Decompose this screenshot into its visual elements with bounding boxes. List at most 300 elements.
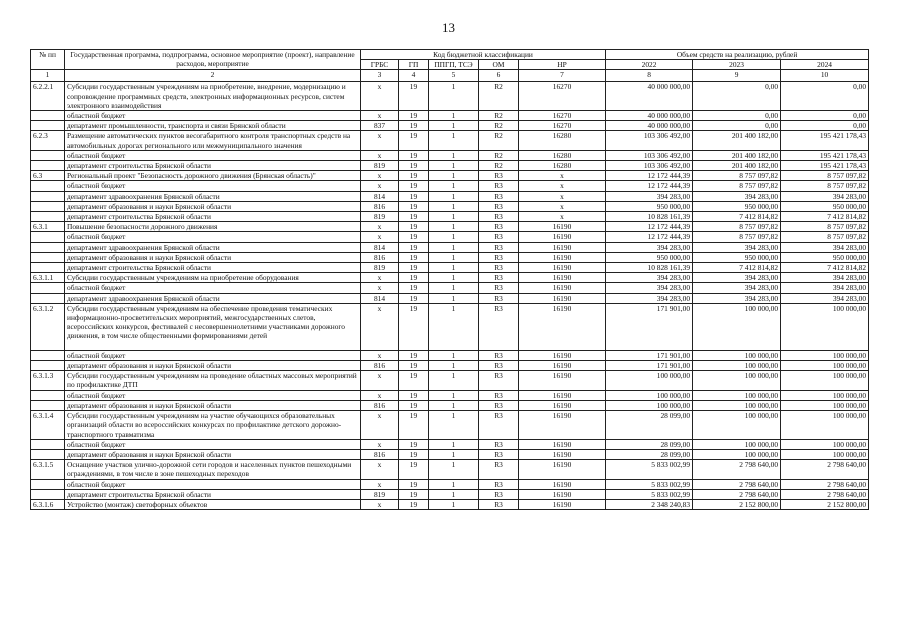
- cell-2024: 2 798 640,00: [781, 479, 869, 489]
- cell-name: департамент образования и науки Брянской области: [65, 400, 361, 410]
- cell-name: Повышение безопасности дорожного движения: [65, 222, 361, 232]
- cell-name: департамент здравоохранения Брянской области: [65, 242, 361, 252]
- cell-num: 6.3.1.2: [31, 303, 65, 350]
- cell-2022: 40 000 000,00: [606, 82, 693, 111]
- cell-nr: 16190: [519, 350, 606, 360]
- cell-2023: 2 798 640,00: [693, 460, 781, 479]
- cell-gp: 19: [399, 131, 429, 150]
- header-om: ОМ: [479, 60, 519, 70]
- cell-nr: 16270: [519, 82, 606, 111]
- cell-om: R3: [479, 222, 519, 232]
- cell-2022: 950 000,00: [606, 252, 693, 262]
- cell-ppgp: 1: [429, 232, 479, 242]
- cell-om: R3: [479, 263, 519, 273]
- cell-nr: 16270: [519, 111, 606, 121]
- cell-om: R3: [479, 449, 519, 459]
- cell-num: [31, 181, 65, 191]
- cell-om: R3: [479, 371, 519, 390]
- cell-om: R3: [479, 232, 519, 242]
- cell-gp: 19: [399, 212, 429, 222]
- table-row: [31, 150, 869, 160]
- cell-name: Устройство (монтаж) светофорных объектов: [65, 499, 361, 509]
- cell-gp: 19: [399, 303, 429, 350]
- table-row: [31, 411, 869, 440]
- cell-name: Субсидии государственным учреждениям на проведение областных массовых мероприятий по профилактике ДТП: [65, 371, 361, 390]
- cell-nr: 16280: [519, 161, 606, 171]
- cell-2024: 100 000,00: [781, 439, 869, 449]
- cell-grbs: х: [361, 273, 399, 283]
- cell-num: [31, 400, 65, 410]
- cell-2022: 12 172 444,39: [606, 171, 693, 181]
- cell-2024: 394 283,00: [781, 191, 869, 201]
- table-row: [31, 499, 869, 509]
- cell-2023: 394 283,00: [693, 273, 781, 283]
- cell-ppgp: 1: [429, 82, 479, 111]
- table-row: [31, 111, 869, 121]
- table-row: [31, 479, 869, 489]
- cell-name: областной бюджет: [65, 150, 361, 160]
- cell-om: R2: [479, 111, 519, 121]
- cell-om: R3: [479, 252, 519, 262]
- cell-2022: 40 000 000,00: [606, 121, 693, 131]
- cell-grbs: 816: [361, 252, 399, 262]
- table-row: [31, 201, 869, 211]
- table-row: [31, 350, 869, 360]
- cell-gp: 19: [399, 400, 429, 410]
- cell-nr: х: [519, 191, 606, 201]
- cell-name: Субсидии государственным учреждениям на приобретение оборудования: [65, 273, 361, 283]
- cell-grbs: х: [361, 181, 399, 191]
- cell-2023: 100 000,00: [693, 303, 781, 350]
- cell-2024: 394 283,00: [781, 273, 869, 283]
- cell-num: [31, 489, 65, 499]
- cell-2024: 100 000,00: [781, 411, 869, 440]
- cell-2024: 8 757 097,82: [781, 232, 869, 242]
- cell-grbs: х: [361, 171, 399, 181]
- table-row: [31, 131, 869, 150]
- cell-gp: 19: [399, 489, 429, 499]
- table-row: [31, 439, 869, 449]
- cell-ppgp: 1: [429, 252, 479, 262]
- cell-nr: 16190: [519, 283, 606, 293]
- cell-om: R3: [479, 489, 519, 499]
- cell-ppgp: 1: [429, 303, 479, 350]
- header-gp: ГП: [399, 60, 429, 70]
- cell-2022: 394 283,00: [606, 283, 693, 293]
- cell-2024: 100 000,00: [781, 400, 869, 410]
- header-2022: 2022: [606, 60, 693, 70]
- cell-name: Субсидии государственным учреждениям на приобретение, внедрение, модернизацию и сопровождение программных средств, электронных информационных ресурсов, систем электронного взаимодействия: [65, 82, 361, 111]
- table-row: [31, 252, 869, 262]
- cell-2023: 8 757 097,82: [693, 232, 781, 242]
- cell-nr: 16270: [519, 121, 606, 131]
- table-row: [31, 390, 869, 400]
- cell-nr: 16190: [519, 489, 606, 499]
- cell-2023: 8 757 097,82: [693, 181, 781, 191]
- cell-num: 6.3.1.6: [31, 499, 65, 509]
- cell-gp: 19: [399, 460, 429, 479]
- cell-2024: 100 000,00: [781, 361, 869, 371]
- cell-2024: 0,00: [781, 82, 869, 111]
- header-grbs: ГРБС: [361, 60, 399, 70]
- cell-nr: х: [519, 212, 606, 222]
- cell-2023: 394 283,00: [693, 283, 781, 293]
- cell-grbs: 816: [361, 400, 399, 410]
- cell-grbs: х: [361, 131, 399, 150]
- cell-num: [31, 242, 65, 252]
- cell-name: областной бюджет: [65, 439, 361, 449]
- cell-name: Субсидии государственным учреждениям на обеспечение проведения тематических информационно-просветительских мероприятий, межгосударственных слетов, всероссийских конкурсов, фестивалей с несовершеннолетними участниками дорожного движения, в том числе общественными формированиями детей: [65, 303, 361, 350]
- cell-num: [31, 150, 65, 160]
- header-2024: 2024: [781, 60, 869, 70]
- cell-om: R2: [479, 150, 519, 160]
- cell-ppgp: 1: [429, 489, 479, 499]
- budget-table: [30, 49, 869, 510]
- cell-gp: 19: [399, 201, 429, 211]
- cell-ppgp: 1: [429, 131, 479, 150]
- cell-name: Субсидии государственным учреждениям на участие обучающихся образовательных организаций области во всероссийских конкурсах по профилактике детского дорожно-транспортного травматизма: [65, 411, 361, 440]
- cell-nr: 16190: [519, 263, 606, 273]
- cell-2024: 100 000,00: [781, 371, 869, 390]
- cell-2023: 100 000,00: [693, 400, 781, 410]
- cell-grbs: х: [361, 350, 399, 360]
- cell-grbs: 816: [361, 449, 399, 459]
- cell-gp: 19: [399, 82, 429, 111]
- cell-num: [31, 252, 65, 262]
- cell-om: R3: [479, 242, 519, 252]
- cell-nr: 16190: [519, 232, 606, 242]
- cell-nr: 16190: [519, 371, 606, 390]
- table-row: [31, 449, 869, 459]
- cell-nr: х: [519, 181, 606, 191]
- cell-grbs: 819: [361, 263, 399, 273]
- cell-2023: 7 412 814,82: [693, 212, 781, 222]
- cell-2022: 28 099,00: [606, 411, 693, 440]
- cell-name: департамент образования и науки Брянской области: [65, 361, 361, 371]
- cell-2023: 0,00: [693, 121, 781, 131]
- cell-2022: 171 901,00: [606, 303, 693, 350]
- cell-num: [31, 111, 65, 121]
- cell-2022: 394 283,00: [606, 273, 693, 283]
- cell-num: 6.2.3: [31, 131, 65, 150]
- cell-2023: 201 400 182,00: [693, 161, 781, 171]
- cell-ppgp: 1: [429, 400, 479, 410]
- cell-nr: х: [519, 171, 606, 181]
- cell-2023: 100 000,00: [693, 411, 781, 440]
- table-row: [31, 161, 869, 171]
- header-volume-group: Объем средств на реализацию, рублей: [606, 50, 869, 60]
- cell-num: [31, 263, 65, 273]
- cell-name: департамент строительства Брянской области: [65, 489, 361, 499]
- cell-2022: 28 099,00: [606, 449, 693, 459]
- cell-name: Размещение автоматических пунктов весогабаритного контроля транспортных средств на автомобильных дорогах регионального или межмуниципального значения: [65, 131, 361, 150]
- cell-om: R3: [479, 400, 519, 410]
- cell-ppgp: 1: [429, 212, 479, 222]
- cell-grbs: 816: [361, 201, 399, 211]
- cell-grbs: 819: [361, 161, 399, 171]
- cell-2022: 5 833 002,99: [606, 460, 693, 479]
- cell-2024: 394 283,00: [781, 283, 869, 293]
- cell-2023: 100 000,00: [693, 350, 781, 360]
- header-ppgp: ППГП, ТСЭ: [429, 60, 479, 70]
- cell-ppgp: 1: [429, 273, 479, 283]
- cell-2024: 195 421 178,43: [781, 161, 869, 171]
- table-row: [31, 171, 869, 181]
- cell-ppgp: 1: [429, 390, 479, 400]
- cell-om: R3: [479, 361, 519, 371]
- cell-nr: 16280: [519, 131, 606, 150]
- table-row: [31, 400, 869, 410]
- cell-ppgp: 1: [429, 201, 479, 211]
- column-number: 9: [693, 70, 781, 82]
- cell-gp: 19: [399, 232, 429, 242]
- cell-gp: 19: [399, 242, 429, 252]
- cell-om: R3: [479, 201, 519, 211]
- cell-nr: 16190: [519, 390, 606, 400]
- cell-2022: 100 000,00: [606, 371, 693, 390]
- cell-grbs: 819: [361, 489, 399, 499]
- cell-num: [31, 449, 65, 459]
- cell-2022: 394 283,00: [606, 293, 693, 303]
- cell-2022: 40 000 000,00: [606, 111, 693, 121]
- cell-2023: 0,00: [693, 82, 781, 111]
- cell-2024: 2 798 640,00: [781, 489, 869, 499]
- cell-grbs: х: [361, 283, 399, 293]
- cell-2023: 2 798 640,00: [693, 479, 781, 489]
- cell-ppgp: 1: [429, 350, 479, 360]
- cell-2022: 103 306 492,00: [606, 150, 693, 160]
- cell-gp: 19: [399, 150, 429, 160]
- cell-om: R3: [479, 191, 519, 201]
- cell-name: департамент образования и науки Брянской области: [65, 252, 361, 262]
- cell-2023: 950 000,00: [693, 201, 781, 211]
- cell-2024: 195 421 178,43: [781, 150, 869, 160]
- cell-nr: 16190: [519, 460, 606, 479]
- cell-grbs: 816: [361, 361, 399, 371]
- cell-ppgp: 1: [429, 161, 479, 171]
- cell-num: [31, 201, 65, 211]
- cell-grbs: х: [361, 82, 399, 111]
- cell-gp: 19: [399, 361, 429, 371]
- cell-gp: 19: [399, 181, 429, 191]
- column-number: 4: [399, 70, 429, 82]
- cell-nr: 16190: [519, 361, 606, 371]
- cell-ppgp: 1: [429, 181, 479, 191]
- cell-nr: 16190: [519, 400, 606, 410]
- cell-2023: 100 000,00: [693, 449, 781, 459]
- cell-gp: 19: [399, 121, 429, 131]
- cell-num: [31, 212, 65, 222]
- cell-num: 6.3.1.3: [31, 371, 65, 390]
- cell-name: департамент здравоохранения Брянской области: [65, 293, 361, 303]
- cell-om: R2: [479, 82, 519, 111]
- cell-num: 6.3.1.5: [31, 460, 65, 479]
- column-number-row: [31, 70, 869, 82]
- cell-2024: 0,00: [781, 121, 869, 131]
- cell-gp: 19: [399, 161, 429, 171]
- cell-ppgp: 1: [429, 371, 479, 390]
- cell-2023: 100 000,00: [693, 390, 781, 400]
- cell-2024: 195 421 178,43: [781, 131, 869, 150]
- cell-om: R3: [479, 283, 519, 293]
- cell-2023: 100 000,00: [693, 439, 781, 449]
- cell-gp: 19: [399, 252, 429, 262]
- cell-nr: 16190: [519, 411, 606, 440]
- cell-nr: 16190: [519, 303, 606, 350]
- cell-ppgp: 1: [429, 111, 479, 121]
- cell-2023: 201 400 182,00: [693, 131, 781, 150]
- cell-2024: 8 757 097,82: [781, 222, 869, 232]
- cell-grbs: х: [361, 460, 399, 479]
- cell-om: R3: [479, 350, 519, 360]
- page-number: 13: [442, 20, 455, 35]
- column-number: 5: [429, 70, 479, 82]
- cell-2024: 2 152 800,00: [781, 499, 869, 509]
- cell-ppgp: 1: [429, 499, 479, 509]
- cell-2024: 0,00: [781, 111, 869, 121]
- cell-name: областной бюджет: [65, 390, 361, 400]
- cell-name: областной бюджет: [65, 283, 361, 293]
- cell-name: департамент строительства Брянской области: [65, 161, 361, 171]
- cell-gp: 19: [399, 449, 429, 459]
- cell-ppgp: 1: [429, 449, 479, 459]
- cell-nr: 16190: [519, 252, 606, 262]
- cell-2024: 2 798 640,00: [781, 460, 869, 479]
- cell-2022: 103 306 492,00: [606, 131, 693, 150]
- cell-gp: 19: [399, 293, 429, 303]
- cell-num: [31, 479, 65, 489]
- table-row: [31, 222, 869, 232]
- cell-gp: 19: [399, 283, 429, 293]
- cell-2024: 7 412 814,82: [781, 212, 869, 222]
- table-row: [31, 263, 869, 273]
- table-row: [31, 273, 869, 283]
- cell-ppgp: 1: [429, 439, 479, 449]
- cell-2022: 5 833 002,99: [606, 489, 693, 499]
- cell-om: R3: [479, 499, 519, 509]
- table-row: [31, 232, 869, 242]
- cell-name: департамент строительства Брянской области: [65, 212, 361, 222]
- table-header: [31, 50, 869, 82]
- cell-2024: 950 000,00: [781, 201, 869, 211]
- header-num: № пп: [31, 50, 65, 70]
- cell-om: R3: [479, 181, 519, 191]
- cell-2023: 394 283,00: [693, 242, 781, 252]
- cell-nr: 16190: [519, 293, 606, 303]
- column-number: 8: [606, 70, 693, 82]
- cell-grbs: х: [361, 232, 399, 242]
- cell-name: областной бюджет: [65, 479, 361, 489]
- cell-ppgp: 1: [429, 479, 479, 489]
- cell-name: областной бюджет: [65, 232, 361, 242]
- cell-ppgp: 1: [429, 191, 479, 201]
- cell-gp: 19: [399, 499, 429, 509]
- cell-grbs: х: [361, 111, 399, 121]
- table-row: [31, 121, 869, 131]
- column-number: 1: [31, 70, 65, 82]
- table-row: [31, 181, 869, 191]
- cell-ppgp: 1: [429, 361, 479, 371]
- cell-ppgp: 1: [429, 222, 479, 232]
- cell-2024: 8 757 097,82: [781, 171, 869, 181]
- cell-om: R3: [479, 212, 519, 222]
- cell-2022: 12 172 444,39: [606, 222, 693, 232]
- table-body: [31, 82, 869, 510]
- cell-gp: 19: [399, 479, 429, 489]
- cell-grbs: х: [361, 390, 399, 400]
- header-2023: 2023: [693, 60, 781, 70]
- cell-ppgp: 1: [429, 263, 479, 273]
- table-row: [31, 460, 869, 479]
- cell-2022: 10 828 161,39: [606, 263, 693, 273]
- cell-om: R3: [479, 460, 519, 479]
- header-name: Государственная программа, подпрограмма, основное мероприятие (проект), направление расходов, мероприятие: [65, 50, 361, 70]
- cell-gp: 19: [399, 350, 429, 360]
- cell-ppgp: 1: [429, 460, 479, 479]
- cell-2023: 8 757 097,82: [693, 222, 781, 232]
- cell-nr: 16190: [519, 273, 606, 283]
- cell-gp: 19: [399, 411, 429, 440]
- cell-gp: 19: [399, 171, 429, 181]
- cell-2024: 394 283,00: [781, 242, 869, 252]
- cell-num: [31, 350, 65, 360]
- cell-num: [31, 283, 65, 293]
- cell-grbs: х: [361, 479, 399, 489]
- cell-om: R3: [479, 439, 519, 449]
- cell-2022: 28 099,00: [606, 439, 693, 449]
- cell-2023: 0,00: [693, 111, 781, 121]
- header-nr: НР: [519, 60, 606, 70]
- cell-ppgp: 1: [429, 150, 479, 160]
- column-number: 2: [65, 70, 361, 82]
- cell-name: областной бюджет: [65, 111, 361, 121]
- cell-name: Региональный проект "Безопасность дорожного движения (Брянская область)": [65, 171, 361, 181]
- cell-name: областной бюджет: [65, 350, 361, 360]
- cell-2023: 100 000,00: [693, 371, 781, 390]
- table-row: [31, 283, 869, 293]
- cell-num: 6.3.1.4: [31, 411, 65, 440]
- column-number: 3: [361, 70, 399, 82]
- cell-2022: 394 283,00: [606, 191, 693, 201]
- cell-2022: 950 000,00: [606, 201, 693, 211]
- cell-ppgp: 1: [429, 171, 479, 181]
- cell-2023: 2 798 640,00: [693, 489, 781, 499]
- cell-num: [31, 191, 65, 201]
- cell-om: R3: [479, 390, 519, 400]
- cell-name: областной бюджет: [65, 181, 361, 191]
- cell-2023: 394 283,00: [693, 293, 781, 303]
- cell-nr: х: [519, 201, 606, 211]
- cell-nr: 16190: [519, 499, 606, 509]
- cell-2022: 171 901,00: [606, 350, 693, 360]
- cell-num: [31, 439, 65, 449]
- table-row: [31, 489, 869, 499]
- cell-2024: 100 000,00: [781, 303, 869, 350]
- cell-om: R3: [479, 171, 519, 181]
- cell-2024: 950 000,00: [781, 252, 869, 262]
- cell-gp: 19: [399, 222, 429, 232]
- cell-grbs: 814: [361, 242, 399, 252]
- cell-gp: 19: [399, 191, 429, 201]
- table-row: [31, 371, 869, 390]
- cell-ppgp: 1: [429, 293, 479, 303]
- cell-2024: 100 000,00: [781, 350, 869, 360]
- cell-om: R3: [479, 303, 519, 350]
- cell-num: [31, 121, 65, 131]
- cell-2022: 394 283,00: [606, 242, 693, 252]
- header-code-group: Код бюджетной классификации: [361, 50, 606, 60]
- cell-2023: 201 400 182,00: [693, 150, 781, 160]
